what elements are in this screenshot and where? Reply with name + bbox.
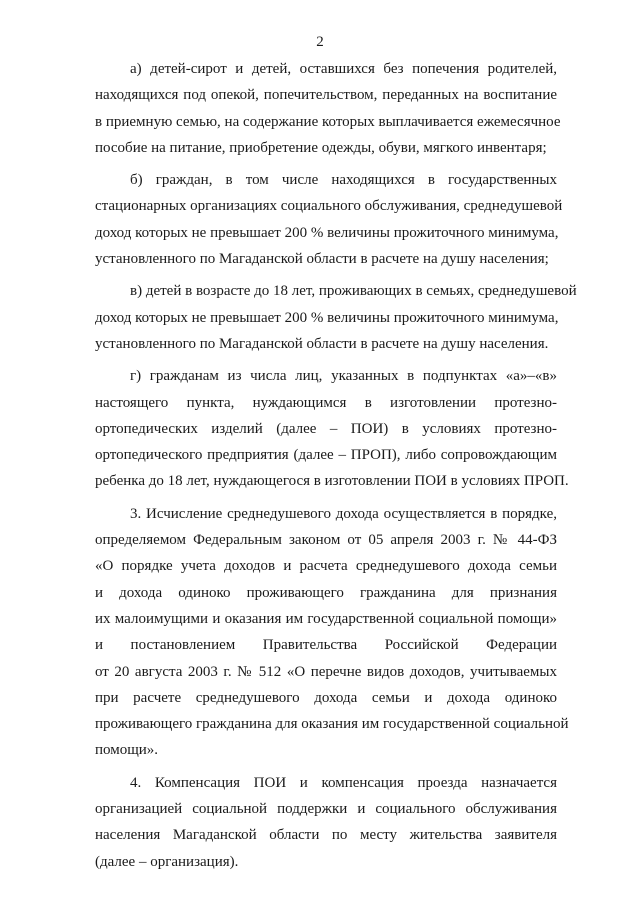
text-line: в приемную семью, на содержание которых выплачивается ежемесячное: [95, 113, 561, 130]
text-line: от 20 августа 2003 г. № 512 «О перечне видов доходов, учитываемых: [95, 663, 557, 680]
paragraph-g: [95, 363, 569, 494]
text-line: доход которых не превышает 200 % величины прожиточного минимума,: [95, 224, 559, 241]
text-line: установленного по Магаданской области в расчете на душу населения;: [95, 251, 549, 268]
text-line: их малоимущими и оказания им государственной социальной помощи»: [95, 610, 557, 627]
text-line: «О порядке учета доходов и расчета среднедушевого дохода семьи: [95, 558, 557, 575]
document-body: [95, 56, 577, 881]
text-line: пособие на питание, приобретение одежды, обуви, мягкого инвентаря;: [95, 139, 547, 156]
text-line: ребенка до 18 лет, нуждающегося в изготовлении ПОИ в условиях ПРОП.: [95, 473, 569, 490]
paragraph-4: [95, 770, 557, 875]
text-line: установленного по Магаданской области в расчете на душу населения.: [95, 335, 549, 352]
text-line: стационарных организациях социального обслуживания, среднедушевой: [95, 198, 563, 215]
text-line: ортопедического предприятия (далее – ПРОП), либо сопровождающим: [95, 447, 557, 464]
text-line: б) граждан, в том числе находящихся в государственных: [130, 172, 557, 189]
page-number: 2: [316, 34, 324, 50]
text-line: и дохода одиноко проживающего гражданина для признания: [95, 584, 557, 601]
text-line: в) детей в возрасте до 18 лет, проживающих в семьях, среднедушевой: [130, 283, 577, 300]
text-line: ортопедических изделий (далее – ПОИ) в условиях протезно-: [95, 420, 557, 437]
text-line: при расчете среднедушевого дохода семьи и дохода одиноко: [95, 689, 557, 706]
text-line: а) детей-сирот и детей, оставшихся без попечения родителей,: [130, 61, 557, 77]
text-line: населения Магаданской области по месту жительства заявителя: [95, 827, 557, 844]
text-line: находящихся под опекой, попечительством, переданных на воспитание: [95, 87, 557, 104]
paragraph-3: [95, 501, 569, 764]
text-line: проживающего гражданина для оказания им государственной социальной: [95, 716, 569, 733]
paragraph-b: [95, 167, 563, 272]
text-line: 3. Исчисление среднедушевого дохода осуществляется в порядке,: [130, 505, 557, 522]
paragraph-v: [95, 278, 577, 357]
text-line: организацией социальной поддержки и социального обслуживания: [95, 801, 557, 818]
text-line: помощи».: [95, 742, 159, 759]
text-line: определяемом Федеральным законом от 05 апреля 2003 г. № 44-ФЗ: [95, 532, 557, 549]
text-line: (далее – организация).: [95, 853, 239, 870]
text-line: доход которых не превышает 200 % величины прожиточного минимума,: [95, 309, 559, 326]
text-line: 4. Компенсация ПОИ и компенсация проезда назначается: [130, 774, 557, 791]
text-line: настоящего пункта, нуждающимся в изготовлении протезно-: [95, 394, 557, 411]
text-line: и постановлением Правительства Российской Федерации: [95, 637, 557, 654]
paragraph-a: [95, 56, 561, 161]
text-line: г) гражданам из числа лиц, указанных в подпунктах «а»–«в»: [130, 368, 557, 385]
